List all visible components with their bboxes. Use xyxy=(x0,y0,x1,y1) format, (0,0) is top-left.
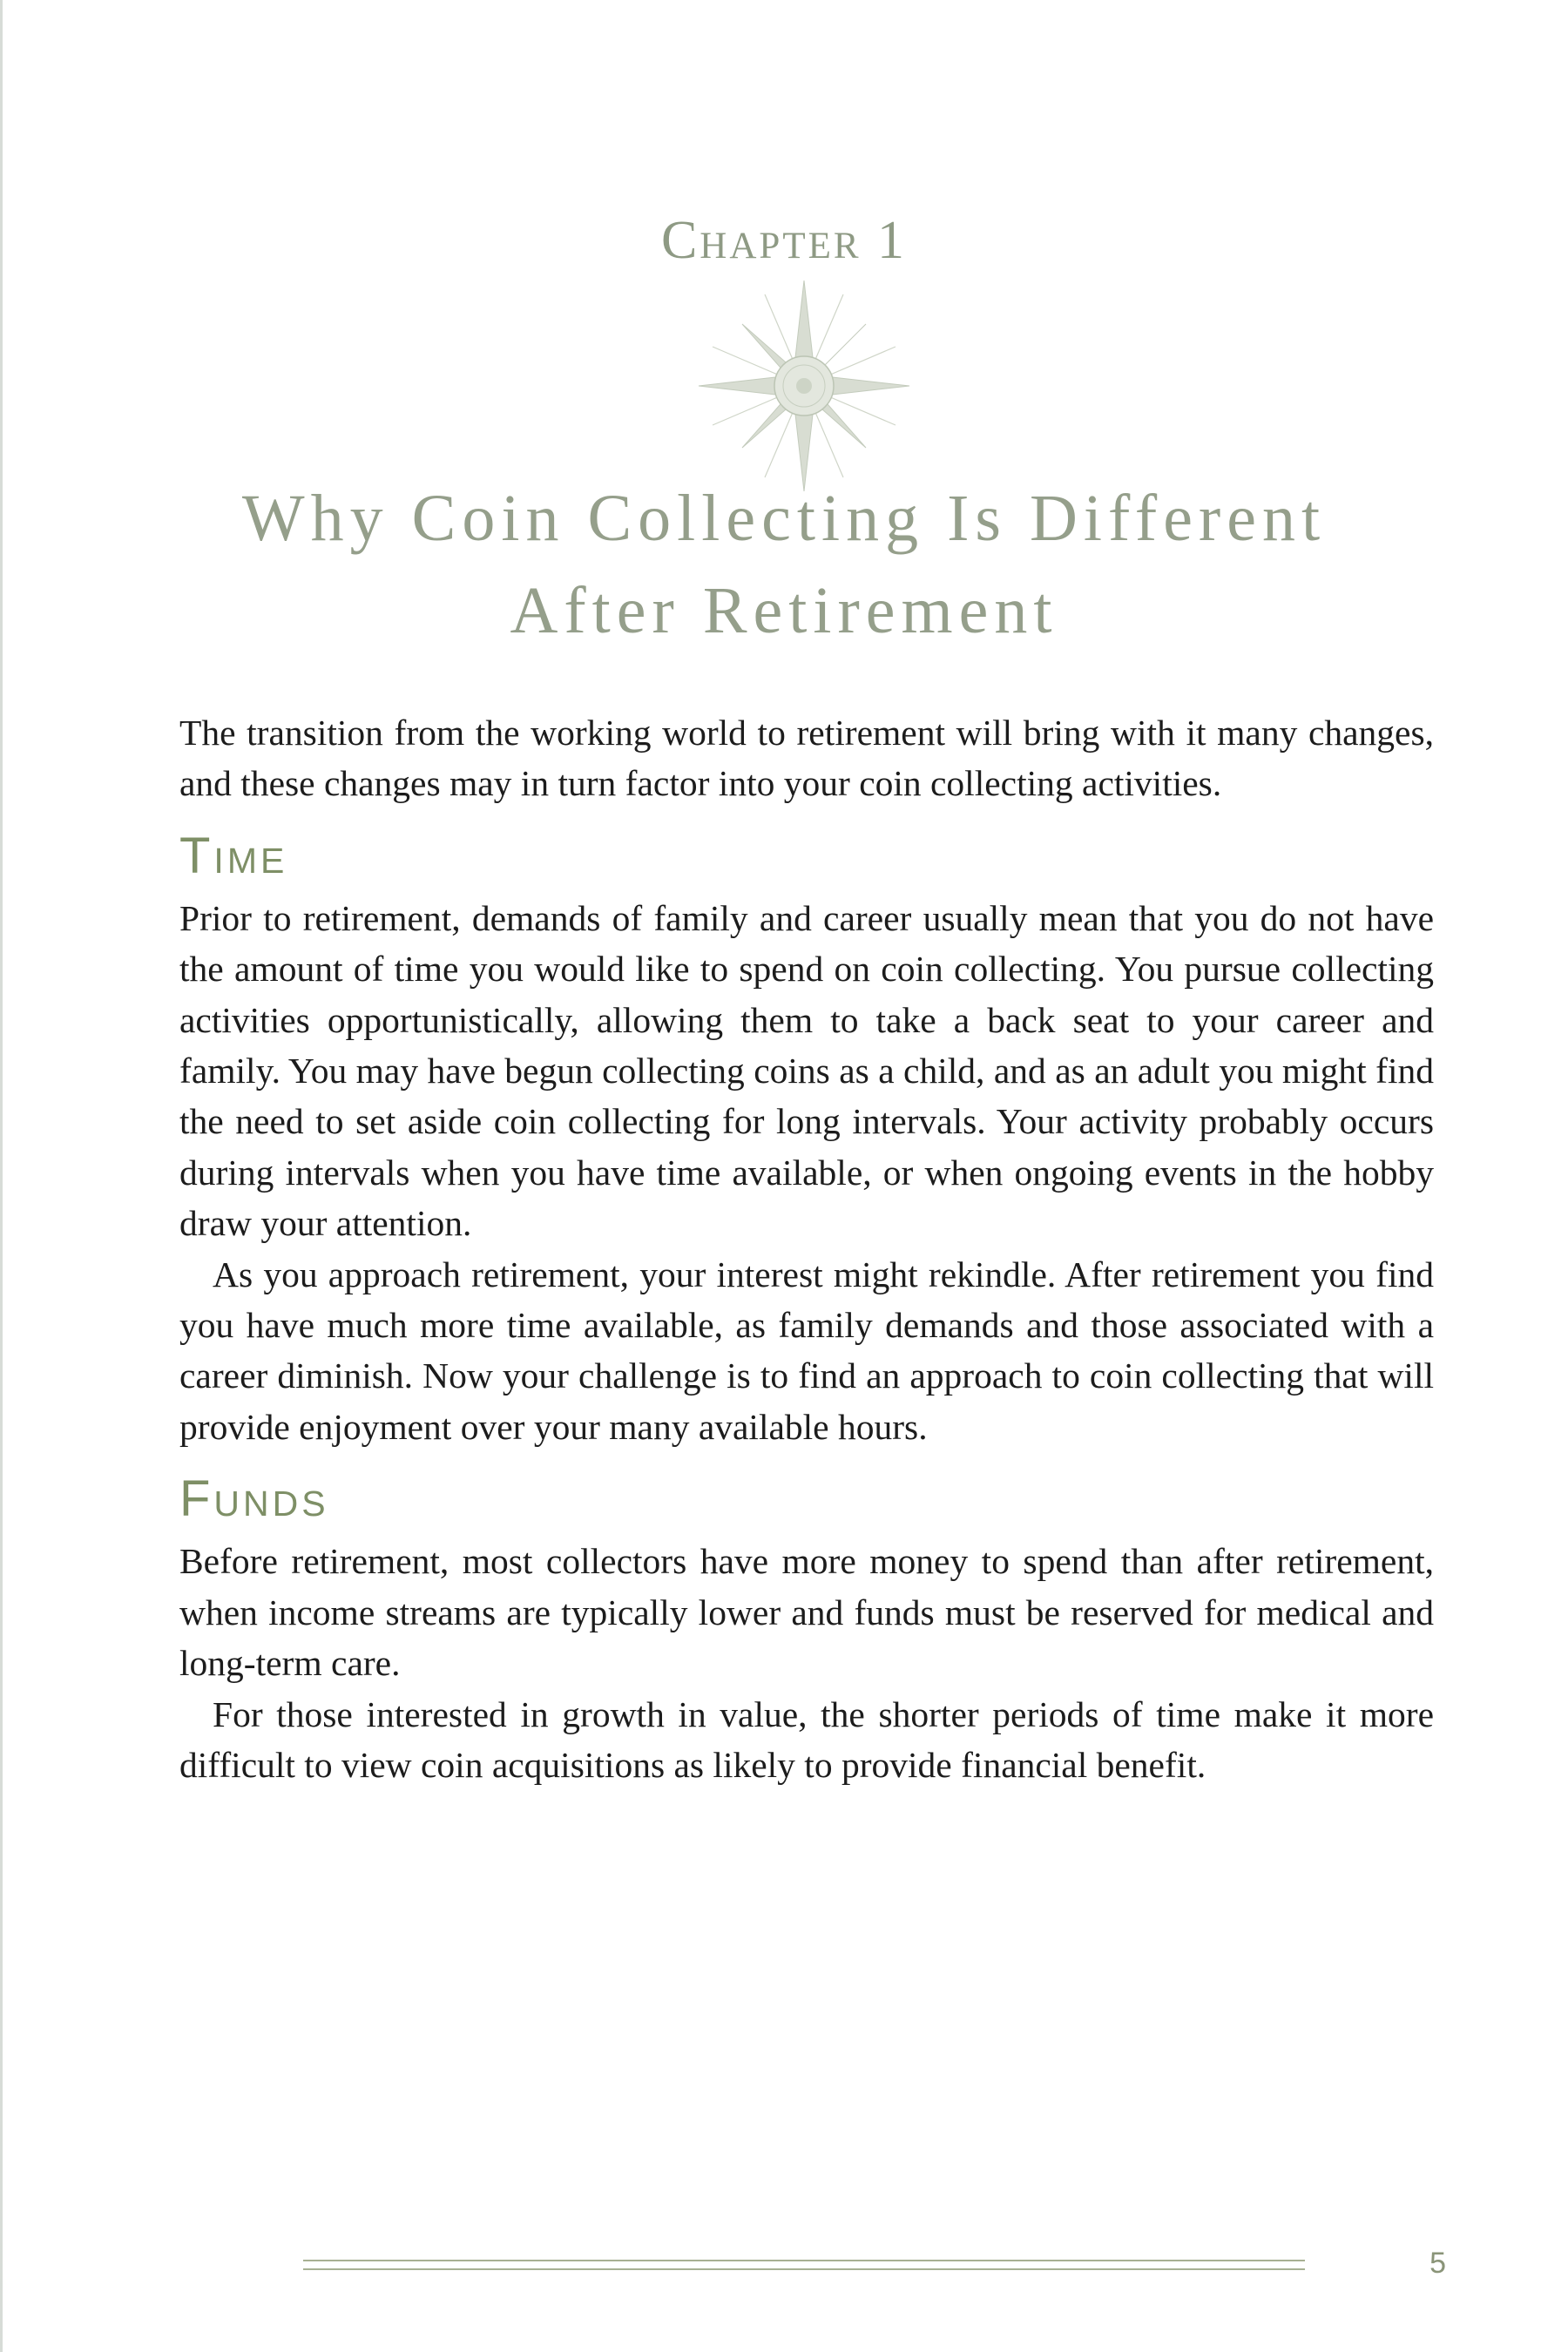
page-edge xyxy=(0,0,3,2352)
body-paragraph: As you approach retirement, your interest might rekindle. After retirement you find you have much more time available, as family demands and those associated with a career diminish. Now your challenge is to find an approach to coin collecting that will provide enjoyment over your many available hours. xyxy=(179,1254,1434,1447)
chapter-title-line: Why Coin Collecting Is Different xyxy=(241,482,1327,555)
chapter-body xyxy=(179,707,1434,1790)
footer-rule-line xyxy=(303,2260,1305,2261)
chapter-title xyxy=(0,472,1568,657)
chapter-label: Chapter 1 xyxy=(660,211,908,270)
chapter-title-line: After Retirement xyxy=(510,574,1058,647)
intro-paragraph: The transition from the working world to retirement will bring with it many changes, and these changes may in turn factor into your coin collecting activities. xyxy=(179,713,1434,804)
body-paragraph: For those interested in growth in value, the shorter periods of time make it more difficult to view coin acquisitions as likely to provide financial benefit. xyxy=(179,1693,1434,1785)
footer-rule xyxy=(303,2260,1305,2272)
body-paragraph: Before retirement, most collectors have more money to spend than after retirement, when income streams are typically lower and funds must be reserved for medical and long-term care. xyxy=(179,1541,1434,1684)
section-heading-time: Time xyxy=(179,827,288,884)
section-heading-funds: Funds xyxy=(179,1470,329,1528)
body-paragraph: Prior to retirement, demands of family and career usually mean that you do not have the amount of time you would like to spend on coin collecting. You pursue collecting activities opportunistically, allowing them to take a back seat to your career and family. You may have begun collecting coins as a child, and as an adult you might find the need to set aside coin collecting for long intervals. Your activity probably occurs during intervals when you have time available, or when ongoing events in the hobby draw your attention. xyxy=(179,897,1434,1244)
compass-rose-icon xyxy=(695,277,913,495)
page-number: 5 xyxy=(1429,2247,1446,2280)
footer-rule-line xyxy=(303,2268,1305,2270)
